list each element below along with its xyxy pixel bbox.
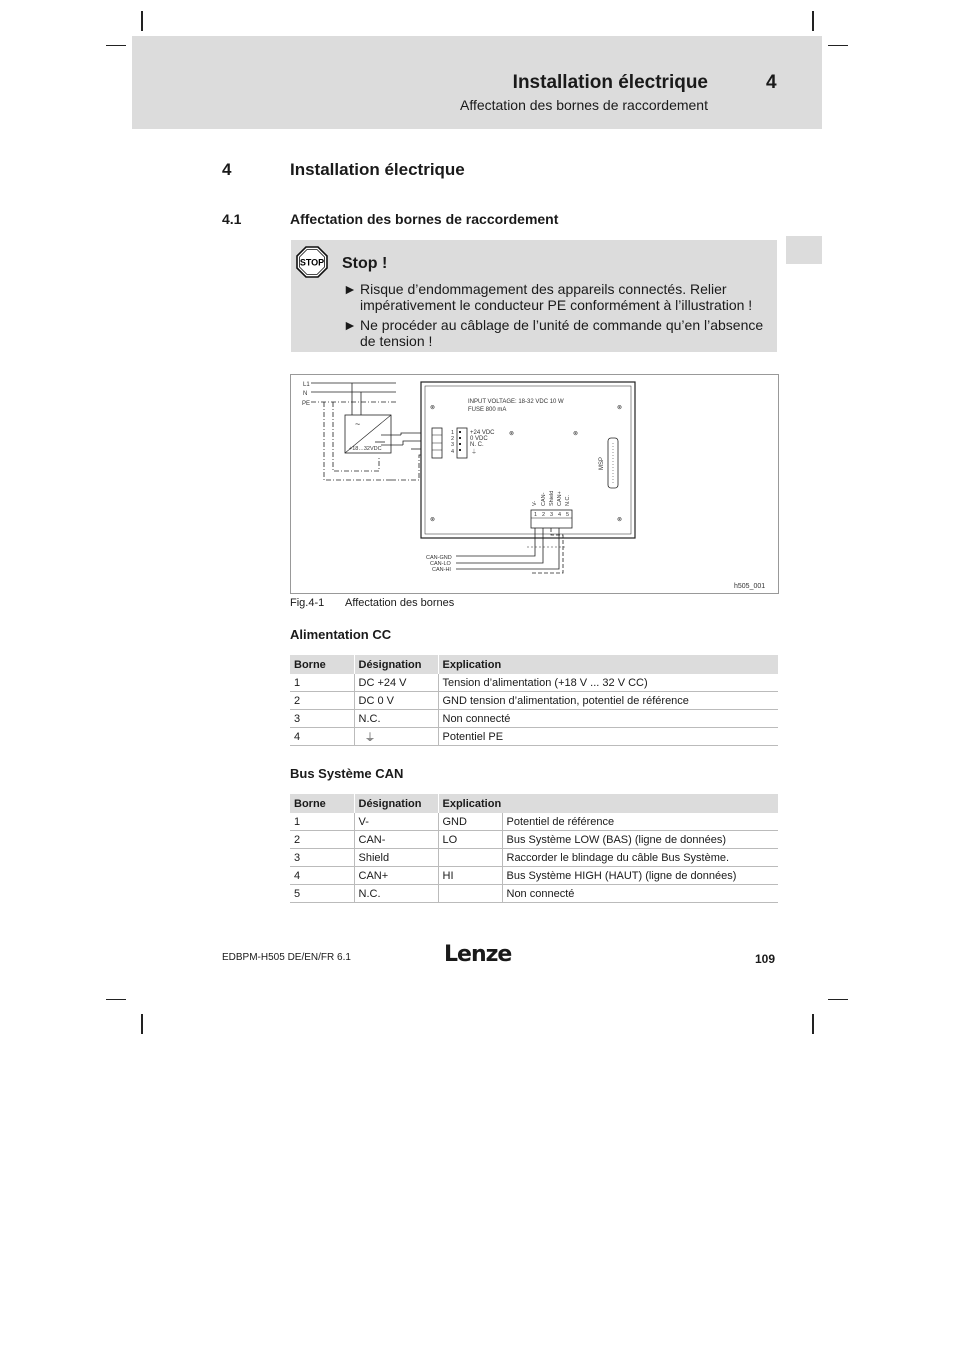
crop-mark [106,999,126,1000]
table-cell: LO [438,831,502,849]
warning-item: Risque d’endommagement des appareils connectés. Relier impérativement le conducteur PE conformément à l’illustration ! [360,281,753,313]
svg-text:CAN-HI: CAN-HI [432,567,451,573]
table-cell: DC 0 V [354,692,438,710]
table-cell: 2 [290,831,354,849]
svg-text:2: 2 [451,436,455,442]
svg-text:4: 4 [558,512,562,518]
table-cell: 4 [290,867,354,885]
table-row [290,674,778,692]
bullet-arrow-icon: ► [343,281,357,297]
section-number: 4 [222,160,232,179]
svg-text:CAN+: CAN+ [557,491,563,506]
svg-text:+24 VDC: +24 VDC [470,430,495,436]
svg-text:1: 1 [451,430,455,436]
header-title: Installation électrique [512,72,708,93]
table-cell: Raccorder le blindage du câble Bus Système. [502,849,778,867]
header-band [132,36,822,129]
svg-text:~: ~ [355,419,361,429]
crop-mark [106,45,126,46]
crop-mark [141,1014,143,1034]
table-cell: Non connecté [438,710,778,728]
crop-mark [141,11,143,31]
column-header: Explication [438,655,778,674]
msp-label: MSP [599,456,605,470]
table-row [290,831,778,849]
dc-table-heading: Alimentation CC [290,627,392,642]
header-subtitle: Affectation des bornes de raccordement [459,97,708,113]
table-row [290,885,778,903]
table-header-row [290,794,778,813]
msp-connector-icon [608,438,618,488]
table-cell [438,885,502,903]
column-header: Borne [290,655,354,674]
svg-text:⊗: ⊗ [617,517,623,523]
svg-text:CAN-: CAN- [541,492,547,506]
ground-symbol-icon: ⏚ [354,728,438,746]
dc-terminal-table [290,655,778,746]
figure-caption-number: Fig.4-1 [290,597,325,609]
column-header: Désignation [354,794,438,813]
figure-caption: Affectation des bornes [345,597,455,609]
table-cell: N.C. [354,885,438,903]
svg-text:⊗: ⊗ [509,431,515,437]
column-header: Explication [438,794,778,813]
table-row [290,867,778,885]
page-number: 109 [755,952,776,966]
table-cell: Shield [354,849,438,867]
svg-text:Shield: Shield [549,490,555,506]
table-cell: CAN+ [354,867,438,885]
table-cell: Tension d’alimentation (+18 V ... 32 V CC) [438,674,778,692]
table-cell: 4 [290,728,354,746]
stop-sign-icon [296,246,328,278]
can-terminal-table [290,794,778,903]
table-cell: Potentiel de référence [502,813,778,831]
warning-title: Stop ! [342,255,388,272]
svg-text:CAN-LO: CAN-LO [430,561,451,567]
svg-text:⊗: ⊗ [617,405,623,411]
subsection-number: 4.1 [222,211,242,227]
table-cell: Non connecté [502,885,778,903]
table-cell: DC +24 V [354,674,438,692]
svg-text:STOP: STOP [299,257,325,268]
warning-item: Ne procéder au câblage de l’unité de commande qu’en l’absence de tension ! [360,317,764,349]
table-cell: HI [438,867,502,885]
svg-text:⊗: ⊗ [573,431,579,437]
table-cell: GND tension d’alimentation, potentiel de référence [438,692,778,710]
footer-doc-id: EDBPM-H505 DE/EN/FR 6.1 [222,952,351,963]
table-cell: 2 [290,692,354,710]
table-row [290,813,778,831]
column-header: Borne [290,794,354,813]
svg-text:N. C.: N. C. [470,442,484,448]
table-cell: Bus Système HIGH (HAUT) (ligne de données) [502,867,778,885]
crop-mark [812,11,814,31]
svg-text:⏚: ⏚ [471,450,478,456]
column-header: Désignation [354,655,438,674]
svg-text:N.C.: N.C. [565,495,571,506]
table-cell [438,849,502,867]
n-label: N [303,391,308,397]
svg-text:5: 5 [566,512,570,518]
psu-output-label: +18…32VDC [349,446,382,452]
table-cell: Bus Système LOW (BAS) (ligne de données) [502,831,778,849]
table-cell: Potentiel PE [438,728,778,746]
svg-text:V-: V- [532,500,538,506]
crop-mark [828,999,848,1000]
table-header-row [290,655,778,674]
table-cell: CAN- [354,831,438,849]
section-title: Installation électrique [290,160,465,179]
figure-reference: h505_001 [734,583,766,590]
crop-mark [828,45,848,46]
table-cell: 1 [290,813,354,831]
table-cell: 1 [290,674,354,692]
svg-text:⊗: ⊗ [430,517,436,523]
chapter-side-tab [786,236,822,264]
table-row [290,728,778,746]
table-row [290,849,778,867]
l1-label: L1 [303,382,310,388]
bullet-arrow-icon: ► [343,317,357,333]
wiring-diagram [291,375,778,593]
table-cell: 3 [290,849,354,867]
table-cell: GND [438,813,502,831]
svg-text:⊗: ⊗ [430,405,436,411]
table-cell: V- [354,813,438,831]
header-chapter-number: 4 [766,72,777,93]
table-row [290,692,778,710]
svg-text:2: 2 [542,512,546,518]
svg-text:CAN-GND: CAN-GND [426,555,452,561]
can-table-heading: Bus Système CAN [290,766,404,781]
svg-text:3: 3 [451,442,455,448]
svg-text:1: 1 [534,512,538,518]
lenze-logo: Lenze [444,942,512,967]
fuse-label: FUSE 800 mA [468,407,507,413]
svg-text:4: 4 [451,449,455,455]
table-cell: N.C. [354,710,438,728]
pe-label: PE [302,401,311,407]
subsection-title: Affectation des bornes de raccordement [290,211,559,227]
crop-mark [812,1014,814,1034]
table-row [290,710,778,728]
table-cell: 5 [290,885,354,903]
table-cell: 3 [290,710,354,728]
svg-text:0 VDC: 0 VDC [470,436,488,442]
svg-text:3: 3 [550,512,554,518]
input-voltage-label: INPUT VOLTAGE: 18-32 VDC 10 W [468,399,564,405]
wiring-figure [290,374,779,594]
